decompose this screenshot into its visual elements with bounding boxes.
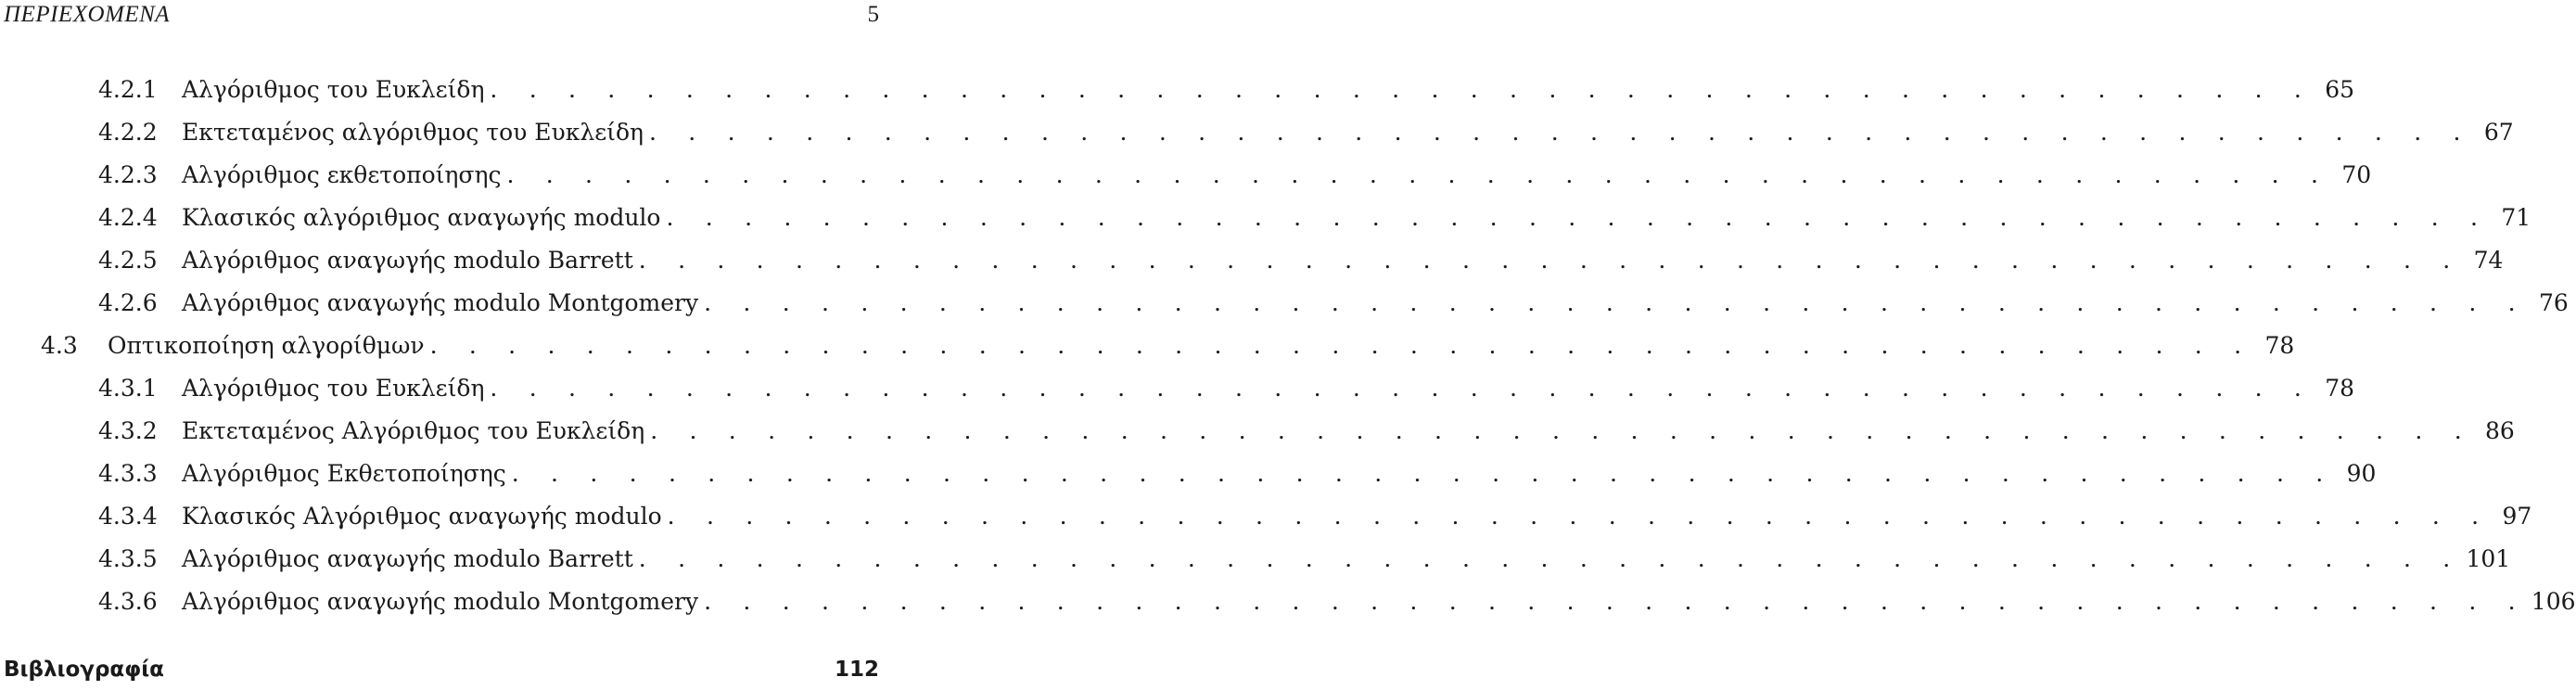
toc-entry[interactable] [98, 453, 2377, 495]
toc-entry-title: Οπτικοποίηση αλγορίθμων [108, 332, 425, 359]
toc-entry[interactable] [98, 581, 2576, 623]
toc-entry-number: 4.3.5 [98, 545, 158, 572]
toc-entry-number: 4.2.1 [98, 76, 158, 103]
toc-entry[interactable] [98, 111, 2514, 154]
toc-dot-leader: . . . . . . . . . . . . . . . . . . . . . . . . . . . . . . . . . . . . . . . . . . . . . . . [490, 76, 2315, 103]
toc-entry-number: 4.2.5 [98, 247, 158, 274]
toc-entry[interactable] [98, 154, 2372, 197]
toc-entry-title: Αλγόριθμος του Ευκλείδη [182, 375, 485, 402]
toc-entry-page: 70 [2341, 161, 2372, 188]
toc-dot-leader: . . . . . . . . . . . . . . . . . . . . . . . . . . . . . . . . . . . . . . . . . . . . . . . [649, 119, 2473, 146]
toc-entry[interactable] [98, 282, 2569, 325]
toc-entry-page: 71 [2501, 204, 2531, 231]
toc-entry-page: 65 [2325, 76, 2355, 103]
toc-entry-title: Εκτεταμένος Αλγόριθμος του Ευκλείδη [182, 417, 645, 444]
toc-chapter-page: 112 [834, 658, 879, 682]
toc-dot-leader: . . . . . . . . . . . . . . . . . . . . . . . . . . . . . . . . . . . . . . . . . . . . . . . [638, 247, 2463, 274]
toc-dot-leader: . . . . . . . . . . . . . . . . . . . . . . . . . . . . . . . . . . . . . . . . . . . . . . . [650, 417, 2474, 444]
toc-entry-title: Κλασικός Αλγόριθμος αναγωγής modulo [182, 503, 662, 530]
toc-chapter-entry[interactable] [4, 649, 879, 690]
toc-entry-title: Κλασικός αλγόριθμος αναγωγής modulo [182, 204, 661, 231]
toc-entry-page: 76 [2538, 289, 2569, 316]
toc-entry-title: Αλγόριθμος αναγωγής modulo Montgomery [182, 289, 699, 316]
toc-entry-title: Αλγόριθμος του Ευκλείδη [182, 76, 485, 103]
toc-entry[interactable] [98, 367, 2355, 410]
toc-entry-title: Αλγόριθμος αναγωγής modulo Montgomery [182, 588, 699, 615]
toc-entry[interactable] [98, 197, 2531, 239]
toc-entry-number: 4.3.2 [98, 417, 158, 444]
toc-entry-number: 4.3.3 [98, 460, 158, 487]
toc-entry-page: 78 [2325, 375, 2355, 402]
toc-entry[interactable] [98, 538, 2511, 581]
running-head-page-number: 5 [867, 2, 879, 27]
toc-dot-leader: . . . . . . . . . . . . . . . . . . . . . . . . . . . . . . . . . . . . . . . . . . . . . . . [490, 375, 2315, 402]
toc-entry-page: 78 [2264, 332, 2295, 359]
toc-dot-leader: . . . . . . . . . . . . . . . . . . . . . . . . . . . . . . . . . . . . . . . . . . . . . . . [511, 460, 2336, 487]
toc-section-entry[interactable] [41, 325, 2295, 367]
toc-entry-number: 4.3.4 [98, 503, 158, 530]
toc-entry-page: 86 [2485, 417, 2515, 444]
running-head [4, 0, 879, 33]
toc-entry-number: 4.3.6 [98, 588, 158, 615]
toc-entry-page: 67 [2483, 119, 2514, 146]
toc-entry-number: 4.2.6 [98, 289, 158, 316]
toc-entry[interactable] [98, 495, 2532, 538]
toc-entry-number: 4.2.3 [98, 161, 158, 188]
toc-entry-page: 106 [2531, 588, 2576, 615]
toc-entry-title: Αλγόριθμος Εκθετοποίησης [182, 460, 506, 487]
toc-dot-leader: . . . . . . . . . . . . . . . . . . . . . . . . . . . . . . . . . . . . . . . . . . . . . . . [429, 332, 2254, 359]
toc-dot-leader: . . . . . . . . . . . . . . . . . . . . . . . . . . . . . . . . . . . . . . . . . . . . . . . [704, 289, 2528, 316]
toc-entry-page: 74 [2473, 247, 2504, 274]
toc-entry-number: 4.3.1 [98, 375, 158, 402]
running-head-title: ΠΕΡΙΕΧΟΜΕΝΑ [4, 2, 171, 27]
toc-entry-number: 4.2.4 [98, 204, 158, 231]
toc-entry[interactable] [98, 239, 2504, 282]
toc-dot-leader: . . . . . . . . . . . . . . . . . . . . . . . . . . . . . . . . . . . . . . . . . . . . . . . [638, 545, 2463, 572]
toc-entry[interactable] [98, 69, 2355, 111]
toc-entry-page: 101 [2466, 545, 2511, 572]
toc-entry[interactable] [98, 410, 2515, 453]
toc-dot-leader: . . . . . . . . . . . . . . . . . . . . . . . . . . . . . . . . . . . . . . . . . . . . . . . [666, 204, 2491, 231]
toc-dot-leader: . . . . . . . . . . . . . . . . . . . . . . . . . . . . . . . . . . . . . . . . . . . . . . . [506, 161, 2331, 188]
toc-chapter-title: Βιβλιογραφία [4, 658, 164, 682]
toc-entry-number: 4.2.2 [98, 119, 158, 146]
toc-entry-title: Αλγόριθμος εκθετοποίησης [182, 161, 502, 188]
toc-entry-title: Αλγόριθμος αναγωγής modulo Barrett [182, 247, 633, 274]
toc-entry-title: Αλγόριθμος αναγωγής modulo Barrett [182, 545, 633, 572]
toc-entry-number: 4.3 [41, 332, 78, 359]
toc-entry-page: 90 [2346, 460, 2377, 487]
toc-entry-title: Εκτεταμένος αλγόριθμος του Ευκλείδη [182, 119, 644, 146]
toc-dot-leader: . . . . . . . . . . . . . . . . . . . . . . . . . . . . . . . . . . . . . . . . . . . . . . . [704, 588, 2528, 615]
toc-entry-page: 97 [2502, 503, 2532, 530]
toc-dot-leader: . . . . . . . . . . . . . . . . . . . . . . . . . . . . . . . . . . . . . . . . . . . . . . . [667, 503, 2492, 530]
